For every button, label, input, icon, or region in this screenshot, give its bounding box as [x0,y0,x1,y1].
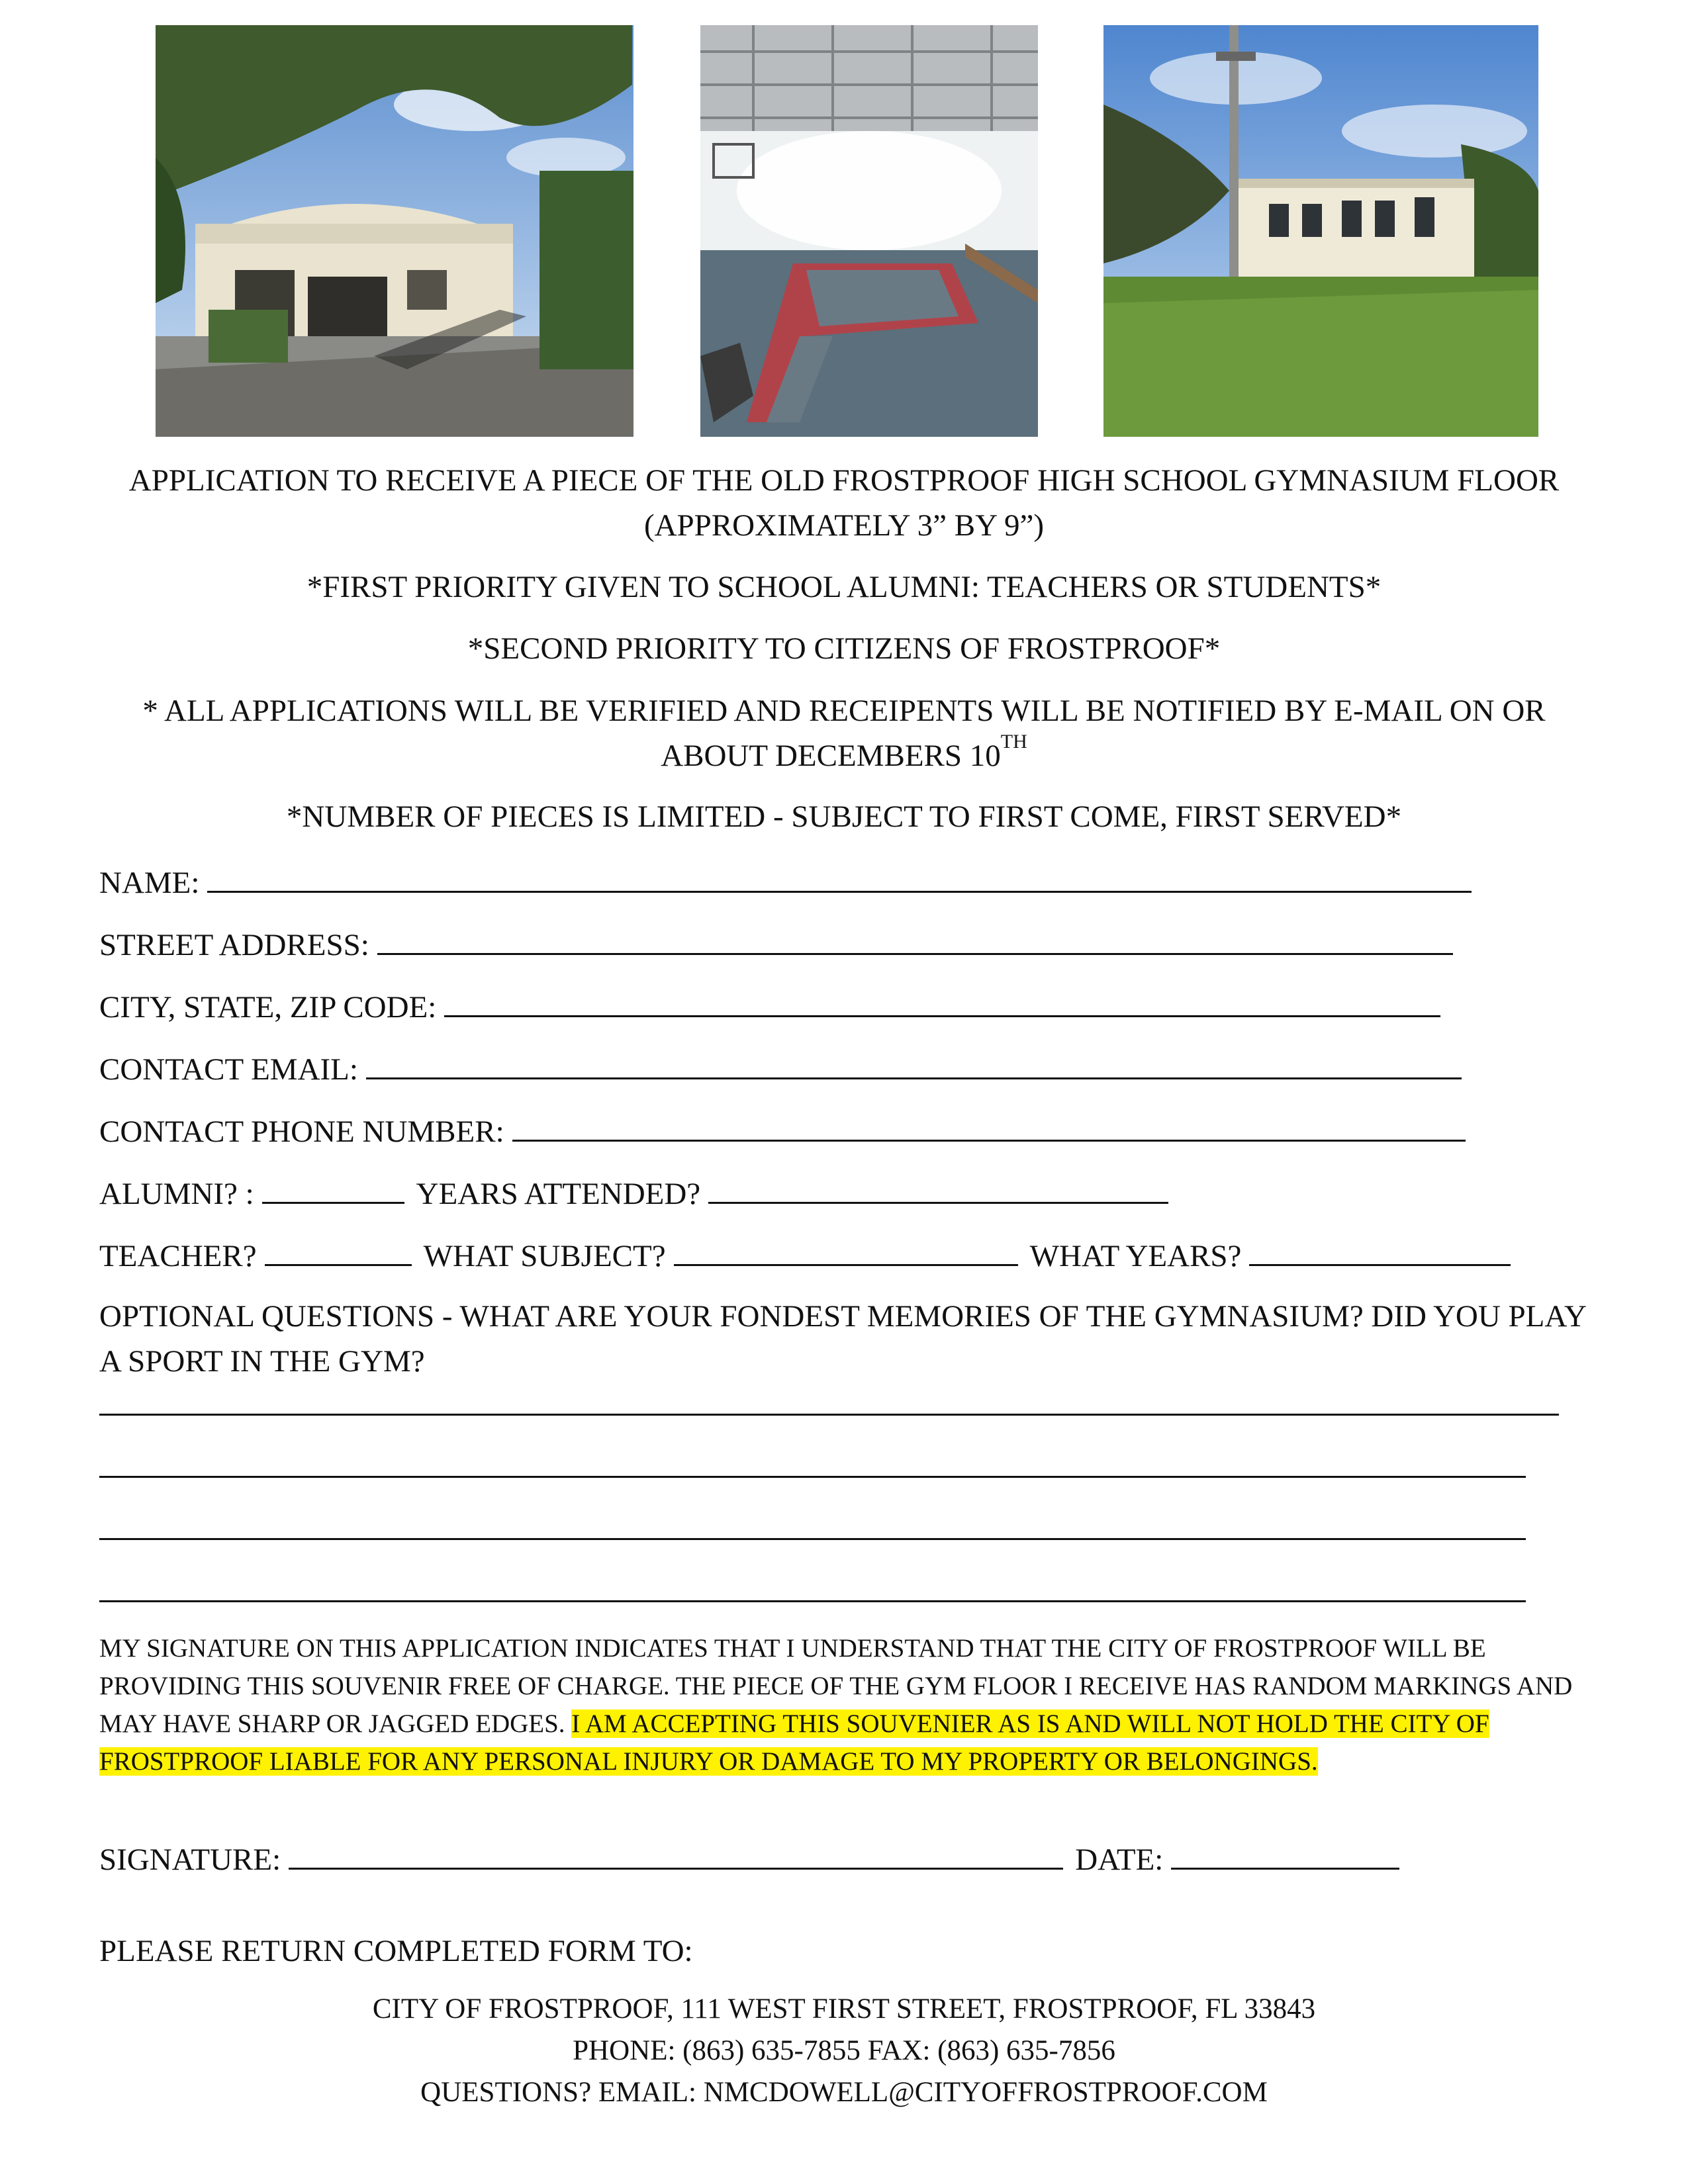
liability-disclaimer [99,1629,1589,1780]
city-address: CITY OF FROSTPROOF, 111 WEST FIRST STREET, FROSTPROOF, FL 33843 [372,1993,1316,2025]
gymnasium-interior-photo-icon [700,25,1038,437]
disclaimer-text: MY SIGNATURE ON THIS APPLICATION INDICATES THAT I UNDERSTAND THAT THE CITY OF FROSTPROOF WILL BE PROVIDING THIS SOUVENIR FREE OF CHARGE. THE PIECE OF THE GYM FLOOR I RECEIVE HAS RANDOM MARKINGS AND MAY HAVE SHARP OR JAGGED EDGES. [99,1634,1573,1738]
memories-answer-line[interactable] [99,1476,1526,1478]
name-row [99,862,1472,903]
city-state-zip-row [99,986,1440,1027]
contact-email-row [99,1048,1462,1089]
date-field[interactable] [1171,1839,1399,1870]
phone-fax: PHONE: (863) 635-7855 FAX: (863) 635-7856 [573,2035,1115,2066]
contact-phone-label: CONTACT PHONE NUMBER: [99,1115,504,1149]
disclaimer-highlighted-text: I AM ACCEPTING THIS SOUVENIER AS IS AND WILL NOT HOLD THE CITY OF FROSTPROOF LIABLE FOR ANY PERSONAL INJURY OR DAMAGE TO MY PROPERTY OR BELONGINGS. [99,1709,1489,1776]
subject-label: WHAT SUBJECT? [423,1239,666,1273]
alumni-row [99,1173,1168,1214]
second-priority-note: *SECOND PRIORITY TO CITIZENS OF FROSTPROOF* [467,631,1221,666]
school-building-photo [1103,25,1538,437]
street-address-label: STREET ADDRESS: [99,928,369,962]
gymnasium-exterior-photo [156,25,633,437]
street-address-row [99,924,1453,965]
street-address-field[interactable] [377,924,1453,955]
optional-questions-prompt: OPTIONAL QUESTIONS - WHAT ARE YOUR FONDEST MEMORIES OF THE GYMNASIUM? DID YOU PLAY A SPORT IN THE GYM? [99,1299,1586,1379]
gymnasium-interior-photo [700,25,1038,437]
signature-row [99,1839,1399,1880]
first-priority-note: *FIRST PRIORITY GIVEN TO SCHOOL ALUMNI: TEACHERS OR STUDENTS* [306,570,1382,604]
questions-email: QUESTIONS? EMAIL: NMCDOWELL@CITYOFFROSTPROOF.COM [420,2077,1268,2108]
limit-note: *NUMBER OF PIECES IS LIMITED - SUBJECT TO FIRST COME, FIRST SERVED* [286,799,1402,834]
name-label: NAME: [99,866,200,900]
contact-email-label: CONTACT EMAIL: [99,1052,358,1087]
alumni-label: ALUMNI? : [99,1177,254,1211]
memories-answer-line[interactable] [99,1414,1559,1416]
contact-phone-row [99,1111,1466,1152]
verification-superscript: TH [1000,731,1027,752]
signature-label: SIGNATURE: [99,1843,281,1877]
memories-answer-line[interactable] [99,1600,1526,1602]
date-label: DATE: [1075,1843,1164,1877]
signature-field[interactable] [289,1839,1063,1870]
contact-phone-field[interactable] [512,1111,1466,1142]
verification-note [93,688,1595,778]
contact-footer [93,1988,1595,2113]
teacher-row [99,1235,1511,1276]
alumni-field[interactable] [262,1173,404,1204]
school-building-photo-icon [1103,25,1538,437]
teacher-field[interactable] [265,1235,412,1266]
city-state-zip-field[interactable] [444,986,1440,1017]
subject-field[interactable] [674,1235,1018,1266]
contact-email-field[interactable] [366,1048,1462,1079]
what-years-field[interactable] [1249,1235,1511,1266]
name-field[interactable] [207,862,1472,893]
verification-text: * ALL APPLICATIONS WILL BE VERIFIED AND RECEIPENTS WILL BE NOTIFIED BY E-MAIL ON OR ABOUT DECEMBERS 10 [142,694,1546,773]
gymnasium-exterior-photo-icon [156,25,633,437]
years-attended-field[interactable] [708,1173,1168,1204]
application-title: APPLICATION TO RECEIVE A PIECE OF THE OLD FROSTPROOF HIGH SCHOOL GYMNASIUM FLOOR (APPROXIMATELY 3” BY 9”) [128,463,1560,543]
what-years-label: WHAT YEARS? [1029,1239,1242,1273]
memories-answer-line[interactable] [99,1538,1526,1540]
city-state-zip-label: CITY, STATE, ZIP CODE: [99,990,437,1024]
teacher-label: TEACHER? [99,1239,257,1273]
return-instructions: PLEASE RETURN COMPLETED FORM TO: [99,1934,693,1968]
years-attended-label: YEARS ATTENDED? [416,1177,701,1211]
